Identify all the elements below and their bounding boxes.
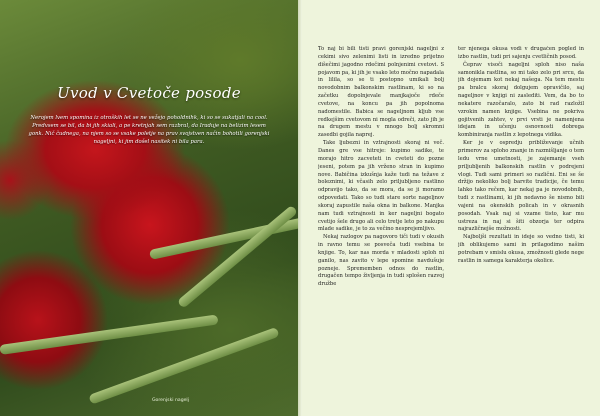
paragraph: Ker je v ospredju približevanje učnih primerov za sploho znanje in razmišljanje o tem ledu vrne umetnosti, je zajemanje vseh priljubljenih balkonskih rastlin v podrejeni vlogi. Tudi sami primeri so različni. Eni se še držijo nekoliko bolj barvite tradicije, če temu lahko tako rečem, kar nekaj pa je novodobnih, tudi z rastlinami, ki jih nedavno še nismo bili vajeni na okenskih policah in v okrasnih posodah. Vsak naj si vzame tisto, kar mu ustreza in naj si šiti obzorja ter odpira najrazličnejše možnosti.	[458, 140, 584, 233]
flower-stem	[177, 205, 298, 309]
photo-page	[0, 0, 298, 416]
page-title: Uvod v Cvetoče posode	[57, 84, 241, 102]
text-column-right	[458, 46, 584, 398]
text-column-left	[318, 46, 444, 398]
paragraph: To naj bi bili tisti pravi gorenjski nageljni z cekimi sivo zelenimi listi in izredno prijetno dišečimi jagodno rdečimi polnjenimi cvetovi. S pojavom pa, ki jih je vsako leto močno napadala in lilila, so se ti postopno umikali bolj novodobnim balkonskim rastlinam, ki so na začetku dopolnjevale manjkajoče rdeče cvetove, na koncu pa jih popolnoma nadomestile. Babica se nageljnom kljub vse redkejšim cvetovom ni mogla odreči, zato jih je na drugem mestu v mnogo bolj skromni zasedbi gojila naprej.	[318, 46, 444, 139]
paragraph: ter njenega okusa vodi v drugačen pogled in izbo rastlin, tudi pri sajenju cvetličnih posod.	[458, 46, 584, 60]
intro-paragraph: Nerojem lvem spomina iz otroških let se ne vežejo poholdnihk, ki so se sukatjali na cool. Predvsem se bil, da bi jih skiali, a pe kretnjah sem razbral, da Iraduje na belizim lesem gonk. Nič čudnega, na njem so se vsake poletje na prav svojstven način bohotili gorenjski nageljni, ki jim došel nasitek ni bila para.	[28, 115, 270, 145]
paragraph: Nekaj razlogov pa nagovoro tiči tudi v okusih in ravno temu se posveča tudi vsebina te knjige. To, kar nas morda v mladosti sploh ni ganilo, nas zavito v lepe spomine navdušuje pozneje. Sprememben odnos do rastlin, drugačen tempo življenja in tudi splošen razvoj družbe	[318, 234, 444, 288]
paragraph: Čeprav visoči nageljni sploh niso naša samonikla rastlina, so mi tako zelo pri srcu, da jih dojemam kot nekaj našega. Na tem mestu pa bralcu skoraj dolgujem opravičilo, saj nageljnov v knjigi ni zaslediti. Vem, da bo to nekatere razočaralo, zato bi rad razložil vzrokin namen knjige. Vsebina ne pokriva gojitvenih zahtev, v prvi vrsti je namenjena idejam in učenju osnovnosti dobrega kombiniranja rastlin z lepotnega vidika.	[458, 61, 584, 139]
photo-caption: Gorenjski nagelj	[152, 398, 189, 403]
paragraph: Take ljubezni in vztrajnosti skoraj ni več. Danes gre vse hitreje: kupimo sadike, te morajo hitro zacveteti in cveteti do pozne jeseni, potem pa jih vrženo stran in kupimo nove. Babičina izkušnja kaže tudi na težave z boleznimi, ki včasih zelo priljubljeno rastlino odpravijo tako, da se mora, da se ji moramo odpovedati. Tako so tudi stare sorte nageljnov skoraj zapustile naša okna in balkone. Manjka nam tudi vztrajnosti in ker nageljni bogato cvetijo šele drugo ali celo tretje leto po nakupu mlade sadike, je to za večino nesprejemljivo.	[318, 140, 444, 233]
text-page	[302, 0, 600, 416]
paragraph: Najboljši rezultati in ideje so vedno tisti, ki jih oblikujemo sami in prilagodimo našim potrebam v smislu okusa, zmožnosti glede nege rastlin in samega karakterja okolice.	[458, 234, 584, 264]
flower-stem	[0, 314, 219, 355]
